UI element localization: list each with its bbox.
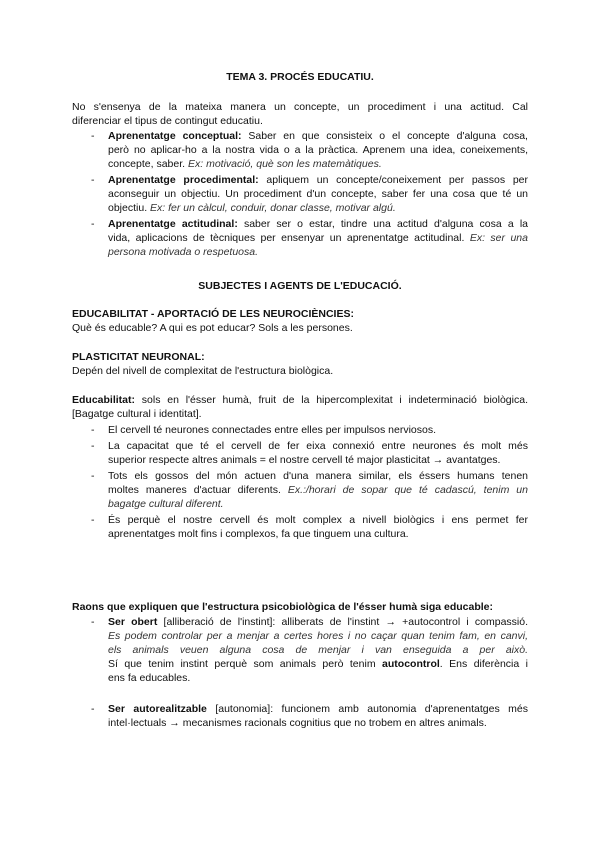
list-item-line: [108, 671, 528, 685]
bold-term: Aprenentatge conceptual:: [108, 130, 242, 142]
section-title: SUBJECTES I AGENTS DE L'EDUCACIÓ.: [198, 280, 402, 292]
list-item-line: [108, 629, 528, 643]
paragraph-line: [72, 364, 528, 378]
text-run: . Ens diferència i: [439, 658, 529, 670]
paragraph-line: [72, 407, 528, 421]
list-bullet: -: [91, 218, 95, 230]
list-item-line: [108, 245, 528, 259]
list-bullet: -: [91, 130, 95, 142]
list-bullet: -: [91, 174, 95, 186]
list-item-line: [108, 657, 528, 671]
example-text: bagatge cultural diferent.: [108, 498, 224, 510]
list-item-line: [108, 483, 528, 497]
list-item-line: [108, 231, 528, 245]
list-item-line: [108, 173, 528, 187]
bold-term: Educabilitat:: [72, 394, 136, 406]
list-item-line: [108, 716, 528, 730]
list-item-line: [108, 201, 528, 215]
text-run: intel·lectuals → mecanismes racionals cognitius que no trobem en altres animals.: [108, 717, 487, 729]
example-text: Ex: motivació, què son les matemàtiques.: [187, 158, 382, 170]
text-run: No s'ensenya de la mateixa manera un concepte, un procediment i una actitud. Cal: [72, 101, 528, 113]
example-text: els animals veuen alguna cosa de menjar i van enseguida a per això.: [108, 644, 528, 656]
list-item-line: [108, 143, 528, 157]
text-run: [Bagatge cultural i identitat].: [72, 408, 202, 420]
list-bullet: -: [91, 703, 95, 715]
example-text: Es podem controlar per a menjar a certes hores i no caçar quan tenim fam, en canvi,: [108, 630, 528, 642]
text-run: superior respecte altres animals = el nostre cervell té major plasticitat → avantatges.: [108, 454, 501, 466]
text-run: El cervell té neurones connectades entre elles per impulsos nerviosos.: [108, 424, 437, 436]
text-run: Què és educable? A qui es pot educar? Sols a les persones.: [72, 322, 353, 334]
example-text: Ex.:/horari de sopar que té cadascú, tenim un: [287, 484, 528, 496]
example-text: Ex: fer un càlcul, conduir, donar classe, motivar algú.: [150, 202, 396, 214]
text-run: [autonomia]: funcionem amb autonomia d'aprenentatges més: [206, 703, 528, 715]
section-heading: EDUCABILITAT - APORTACIÓ DE LES NEUROCIÈNCIES:: [72, 308, 354, 320]
text-run: però no aplicar-ho a la nostra vida o a la pràctica. Aprenem una idea, coneixements,: [108, 144, 528, 156]
heading-line: [72, 350, 528, 364]
example-text: persona motivada o respetuosa.: [108, 246, 259, 258]
list-item-line: [108, 643, 528, 657]
text-run: saber ser o estar, tindre una actitud d'alguna cosa a la: [237, 218, 528, 230]
bold-term: Aprenentatge actitudinal:: [108, 218, 238, 230]
list-bullet: -: [91, 514, 95, 526]
paragraph-line: [72, 321, 528, 335]
text-run: Sí que tenim instint perquè som animals però tenim: [108, 658, 383, 670]
text-run: sols en l'ésser humà, fruit de la hipercomplexitat i indeterminació biològica.: [135, 394, 528, 406]
list-item-line: [108, 453, 528, 467]
text-run: ens fa educables.: [108, 672, 191, 684]
list-item-line: [108, 702, 528, 716]
intro-line: [72, 114, 528, 128]
section-heading: PLASTICITAT NEURONAL:: [72, 351, 205, 363]
example-text: Ex: ser una: [469, 232, 528, 244]
list-bullet: -: [91, 440, 95, 452]
list-item-line: [108, 615, 528, 629]
page-title: TEMA 3. PROCÉS EDUCATIU.: [226, 71, 374, 83]
text-run: diferenciar el tipus de contingut educatiu.: [72, 115, 263, 127]
paragraph-line: [72, 393, 528, 407]
text-run: concepte, saber.: [108, 158, 188, 170]
text-run: aconseguir un objectiu. Un procediment d'un concepte, saber fer una cosa que té un: [108, 188, 528, 200]
list-bullet: -: [91, 424, 95, 436]
text-run: aprenentatges molt fins i complexos, fa que tinguem una cultura.: [108, 528, 409, 540]
text-run: moltes maneres d'actuar diferents.: [108, 484, 288, 496]
bold-term: Ser autorealitzable: [108, 703, 207, 715]
text-run: Saber en que consisteix o el concepte d'alguna cosa,: [241, 130, 528, 142]
list-item-line: [108, 527, 528, 541]
page-title-line: [0, 70, 600, 84]
text-run: [alliberació de l'instint]: alliberats de l'instint → +autocontrol i compassió.: [157, 616, 528, 628]
list-item-line: [108, 423, 528, 437]
list-item-line: [108, 187, 528, 201]
heading-line: [72, 600, 528, 614]
list-bullet: -: [91, 616, 95, 628]
list-item-line: [108, 469, 528, 483]
list-item-line: [108, 217, 528, 231]
list-bullet: -: [91, 470, 95, 482]
bold-term: autocontrol: [382, 658, 440, 670]
text-run: objectiu.: [108, 202, 151, 214]
list-item-line: [108, 439, 528, 453]
heading-line: [72, 307, 528, 321]
section-heading: Raons que expliquen que l'estructura psicobiològica de l'ésser humà siga educable:: [72, 601, 494, 613]
list-item-line: [108, 513, 528, 527]
list-item-line: [108, 129, 528, 143]
text-run: És perquè el nostre cervell és molt complex a nivell biològics i ens permet fer: [108, 514, 528, 526]
text-run: apliquem un concepte/coneixement per passos per: [258, 174, 528, 186]
text-run: La capacitat que té el cervell de fer eixa connexió entre neurones és molt més: [108, 440, 528, 452]
section-title-line: [0, 279, 600, 293]
text-run: vida, aplicacions de tècniques per ensenyar un aprenentatge actitudinal.: [108, 232, 470, 244]
list-item-line: [108, 157, 528, 171]
list-item-line: [108, 497, 528, 511]
intro-line: [72, 100, 528, 114]
text-run: Tots els gossos del món actuen d'una manera similar, els éssers humans tenen: [108, 470, 528, 482]
text-run: Depén del nivell de complexitat de l'estructura biològica.: [72, 365, 334, 377]
bold-term: Aprenentatge procedimental:: [108, 174, 259, 186]
bold-term: Ser obert: [108, 616, 158, 628]
